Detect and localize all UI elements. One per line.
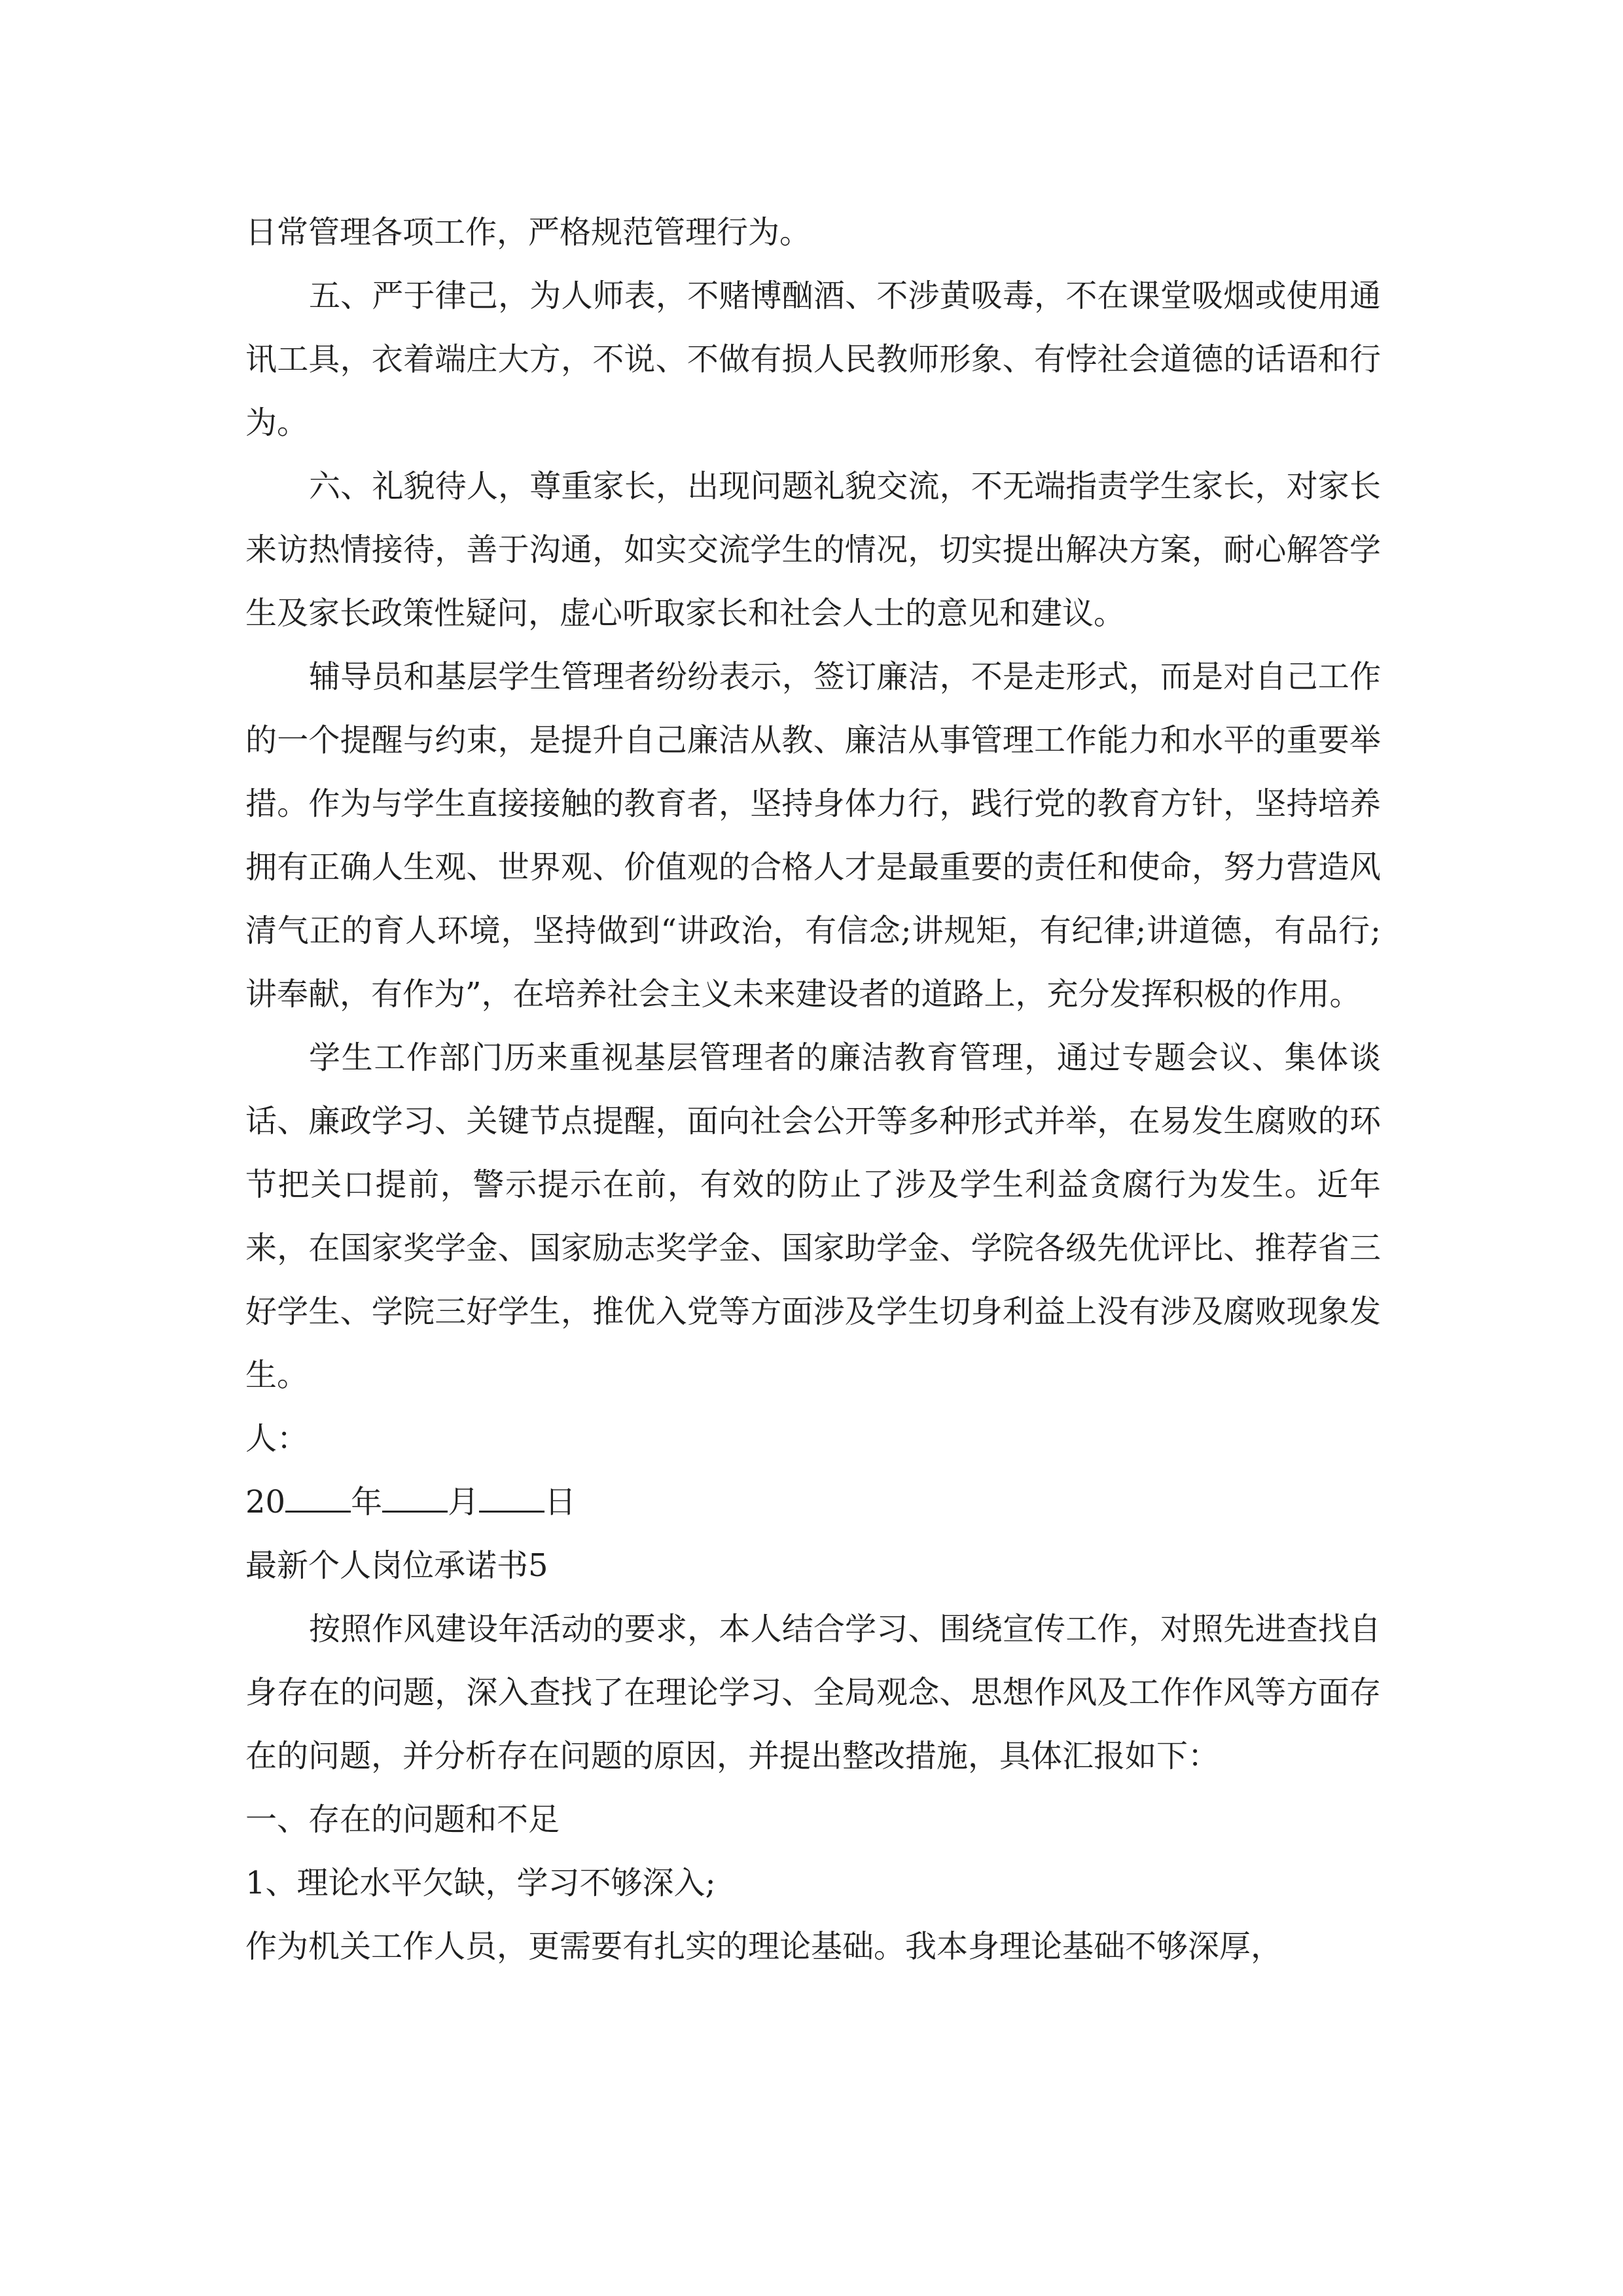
paragraph-counselor-statement: 辅导员和基层学生管理者纷纷表示，签订廉洁，不是走形式，而是对自己工作的一个提醒与约束，是提升自己廉洁从教、廉洁从事管理工作能力和水平的重要举措。作为与学生直接接触的教育者，坚持身体力行，践行党的教育方针，坚持培养拥有正确人生观、世界观、价值观的合格人才是最重要的责任和使命，努力营造风清气正的育人环境，坚持做到“讲政治，有信念;讲规矩，有纪律;讲道德，有品行;讲奉献，有作为”，在培养社会主义未来建设者的道路上，充分发挥积极的作用。 bbox=[245, 658, 1381, 1013]
heading-problems: 一、存在的问题和不足 bbox=[245, 1801, 560, 1838]
paragraph-continuation: 日常管理各项工作，严格规范管理行为。 bbox=[245, 214, 812, 251]
year-blank bbox=[285, 1482, 351, 1513]
date-day-label: 日 bbox=[544, 1484, 577, 1520]
signature-date bbox=[245, 1471, 1381, 1534]
date-year-label: 年 bbox=[351, 1484, 383, 1520]
item-1-heading: 1、理论水平欠缺，学习不够深入; bbox=[245, 1865, 716, 1901]
date-month-label: 月 bbox=[448, 1484, 480, 1520]
month-blank bbox=[382, 1482, 448, 1513]
paragraph-student-affairs: 学生工作部门历来重视基层管理者的廉洁教育管理，通过专题会议、集体谈话、廉政学习、关键节点提醒，面向社会公开等多种形式并举，在易发生腐败的环节把关口提前，警示提示在前，有效的防止了涉及学生利益贪腐行为发生。近年来，在国家奖学金、国家励志奖学金、国家助学金、学院各级先优评比、推荐省三好学生、学院三好学生，推优入党等方面涉及学生切身利益上没有涉及腐败现象发生。 bbox=[245, 1039, 1381, 1393]
section-title: 最新个人岗位承诺书5 bbox=[245, 1547, 548, 1584]
paragraph-item-5: 五、严于律己，为人师表，不赌博酗酒、不涉黄吸毒，不在课堂吸烟或使用通讯工具，衣着端庄大方，不说、不做有损人民教师形象、有悖社会道德的话语和行为。 bbox=[245, 278, 1381, 441]
date-prefix: 20 bbox=[245, 1484, 286, 1520]
signature-person: 人： bbox=[245, 1420, 309, 1457]
day-blank bbox=[479, 1482, 544, 1513]
paragraph-item-6: 六、礼貌待人，尊重家长，出现问题礼貌交流，不无端指责学生家长，对家长来访热情接待，善于沟通，如实交流学生的情况，切实提出解决方案，耐心解答学生及家长政策性疑问，虚心听取家长和社会人士的意见和建议。 bbox=[245, 468, 1381, 632]
item-1-text: 作为机关工作人员，更需要有扎实的理论基础。我本身理论基础不够深厚， bbox=[245, 1928, 1283, 1965]
intro-paragraph: 按照作风建设年活动的要求，本人结合学习、围绕宣传工作，对照先进查找自身存在的问题，深入查找了在理论学习、全局观念、思想作风及工作作风等方面存在的问题，并分析存在问题的原因，并提出整改措施，具体汇报如下： bbox=[245, 1611, 1381, 1774]
document-body bbox=[245, 201, 1381, 1979]
